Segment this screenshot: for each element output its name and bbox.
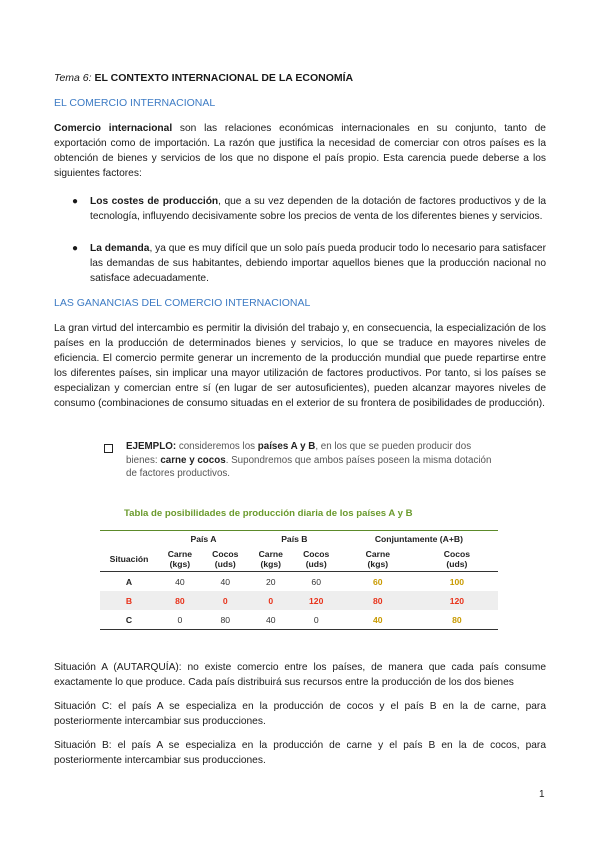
col-label: Carne xyxy=(258,549,283,559)
col-carne xyxy=(340,547,416,572)
term-comercio-internacional: Comercio internacional xyxy=(54,123,173,134)
table-cell: 0 xyxy=(202,591,249,610)
table-cell-situacion: B xyxy=(100,591,158,610)
example-bold: carne y cocos xyxy=(160,454,226,466)
table-cell: 0 xyxy=(293,610,340,630)
example-bold: países A y B xyxy=(257,441,316,452)
list-item-text: , que a su vez dependen de la dotación de factores productivos y de la tecnología, influyendo decisivamente sobre los precios de venta de los diferentes bienes y servicios. xyxy=(90,196,546,222)
col-unit: (kgs) xyxy=(260,559,282,569)
group-pais-a: País A xyxy=(158,531,249,548)
col-cocos xyxy=(416,547,498,572)
table-group-header xyxy=(100,531,498,548)
section-heading-comercio: EL COMERCIO INTERNACIONAL xyxy=(54,97,216,109)
col-unit: (uds) xyxy=(446,559,468,569)
table-cell: 120 xyxy=(293,591,340,610)
table-cell-situacion: C xyxy=(100,610,158,630)
col-situacion: Situación xyxy=(100,547,158,572)
col-label: Cocos xyxy=(303,549,330,559)
col-carne xyxy=(158,547,202,572)
situation-b-paragraph: Situación B: el país A se especializa en la producción de carne y el país B en la de cocos, para posteriormente intercambiar sus producciones. xyxy=(54,740,546,766)
list-item-term: La demanda xyxy=(90,243,150,254)
table-cell: 60 xyxy=(373,576,383,587)
paragraph-comercio xyxy=(54,121,546,181)
table-caption: Tabla de posibilidades de producción diaria de los países A y B xyxy=(124,508,413,519)
bullet-icon: ● xyxy=(72,196,79,207)
table-cell: 100 xyxy=(449,576,465,587)
situation-a-paragraph: Situación A (AUTARQUÍA): no existe comercio entre los países, de manera que cada país consume exactamente lo que produce. Cada país distribuirá sus recursos entre la producción de los dos bienes xyxy=(54,662,546,688)
col-unit: (uds) xyxy=(214,559,236,569)
list-item xyxy=(90,241,546,286)
table-cell: 80 xyxy=(340,591,416,610)
col-label: Carne xyxy=(365,549,390,559)
table-cell: 120 xyxy=(416,591,498,610)
table-cell: 0 xyxy=(158,610,202,630)
table-column-header xyxy=(100,547,498,572)
checkbox-bullet-icon xyxy=(104,444,113,453)
list-item-text: , ya que es muy difícil que un solo país pueda producir todo lo necesario para satisfacer las demandas de sus habitantes, debiendo importar aquellos bienes que la producción nacional no satisface adecuadamente. xyxy=(90,243,546,284)
table-cell: 80 xyxy=(416,610,498,630)
col-unit: (kgs) xyxy=(169,559,191,569)
col-unit: (kgs) xyxy=(367,559,389,569)
col-cocos xyxy=(293,547,340,572)
col-label: Cocos xyxy=(212,549,239,559)
table-cell-situacion: A xyxy=(125,576,133,587)
group-conjuntamente: Conjuntamente (A+B) xyxy=(340,531,498,548)
table-cell: 40 xyxy=(175,576,185,587)
table-cell: 20 xyxy=(265,576,276,587)
title-text: EL CONTEXTO INTERNACIONAL DE LA ECONOMÍA xyxy=(91,72,354,84)
example-label: EJEMPLO: xyxy=(126,441,177,452)
list-item-term: Los costes de producción xyxy=(90,196,219,207)
table-row xyxy=(100,610,498,630)
col-unit: (uds) xyxy=(305,559,327,569)
page-number: 1 xyxy=(539,789,545,800)
example-fragment: consideremos los xyxy=(176,441,258,452)
table-cell: 40 xyxy=(220,576,231,587)
table-row xyxy=(100,591,498,610)
table-row xyxy=(100,572,498,592)
section-heading-ganancias: LAS GANANCIAS DEL COMERCIO INTERNACIONAL xyxy=(54,297,311,309)
table-cell: 80 xyxy=(158,591,202,610)
paragraph-ganancias: La gran virtud del intercambio es permitir la división del trabajo y, en consecuencia, la especialización de los países en la producción de determinados bienes y servicios, lo que se traduce en mayores niveles de eficiencia. El comercio permite generar un incremento de la producción mundial que puede repartirse entre los diferentes países, sin implicar una mayor utilización de factores productivos. Por tanto, si los países se especializan y comercian entre sí (en lugar de ser autosuficientes), pueden alcanzar mayores niveles de consumo (combinaciones de consumo situadas en el exterior de su frontera de posibilidades de producción). xyxy=(54,323,546,409)
table-cell: 60 xyxy=(311,576,321,587)
table-cell: 40 xyxy=(249,610,293,630)
situation-c-paragraph: Situación C: el país A se especializa en la producción de cocos y el país B en la de carne, para posteriormente intercambiar sus producciones. xyxy=(54,701,546,727)
example-text xyxy=(126,440,504,481)
example-fragment: . Supondremos que ambos países poseen la misma dotación de factores productivos. xyxy=(126,454,492,479)
col-label: Cocos xyxy=(443,549,471,559)
table-cell: 80 xyxy=(202,610,249,630)
table-cell: 40 xyxy=(340,610,416,630)
col-carne xyxy=(249,547,293,572)
page-title xyxy=(54,72,353,84)
list-item xyxy=(90,194,546,224)
example-fragment: , en los que se pueden producir dos bienes: xyxy=(126,441,472,466)
bullet-icon: ● xyxy=(72,243,79,254)
group-pais-b: País B xyxy=(249,531,340,548)
col-label: Carne xyxy=(167,549,193,559)
production-table xyxy=(100,530,498,630)
title-prefix: Tema 6: xyxy=(54,72,92,84)
col-cocos xyxy=(202,547,249,572)
table-cell: 0 xyxy=(249,591,293,610)
paragraph-text: son las relaciones económicas internacionales en su conjunto, tanto de exportación como de importación. La razón que justifica la necesidad de comerciar con otros países es la obtención de bienes y servicios de los que no dispone el país propio. Esta carencia puede deberse a los siguientes factores: xyxy=(54,123,546,179)
